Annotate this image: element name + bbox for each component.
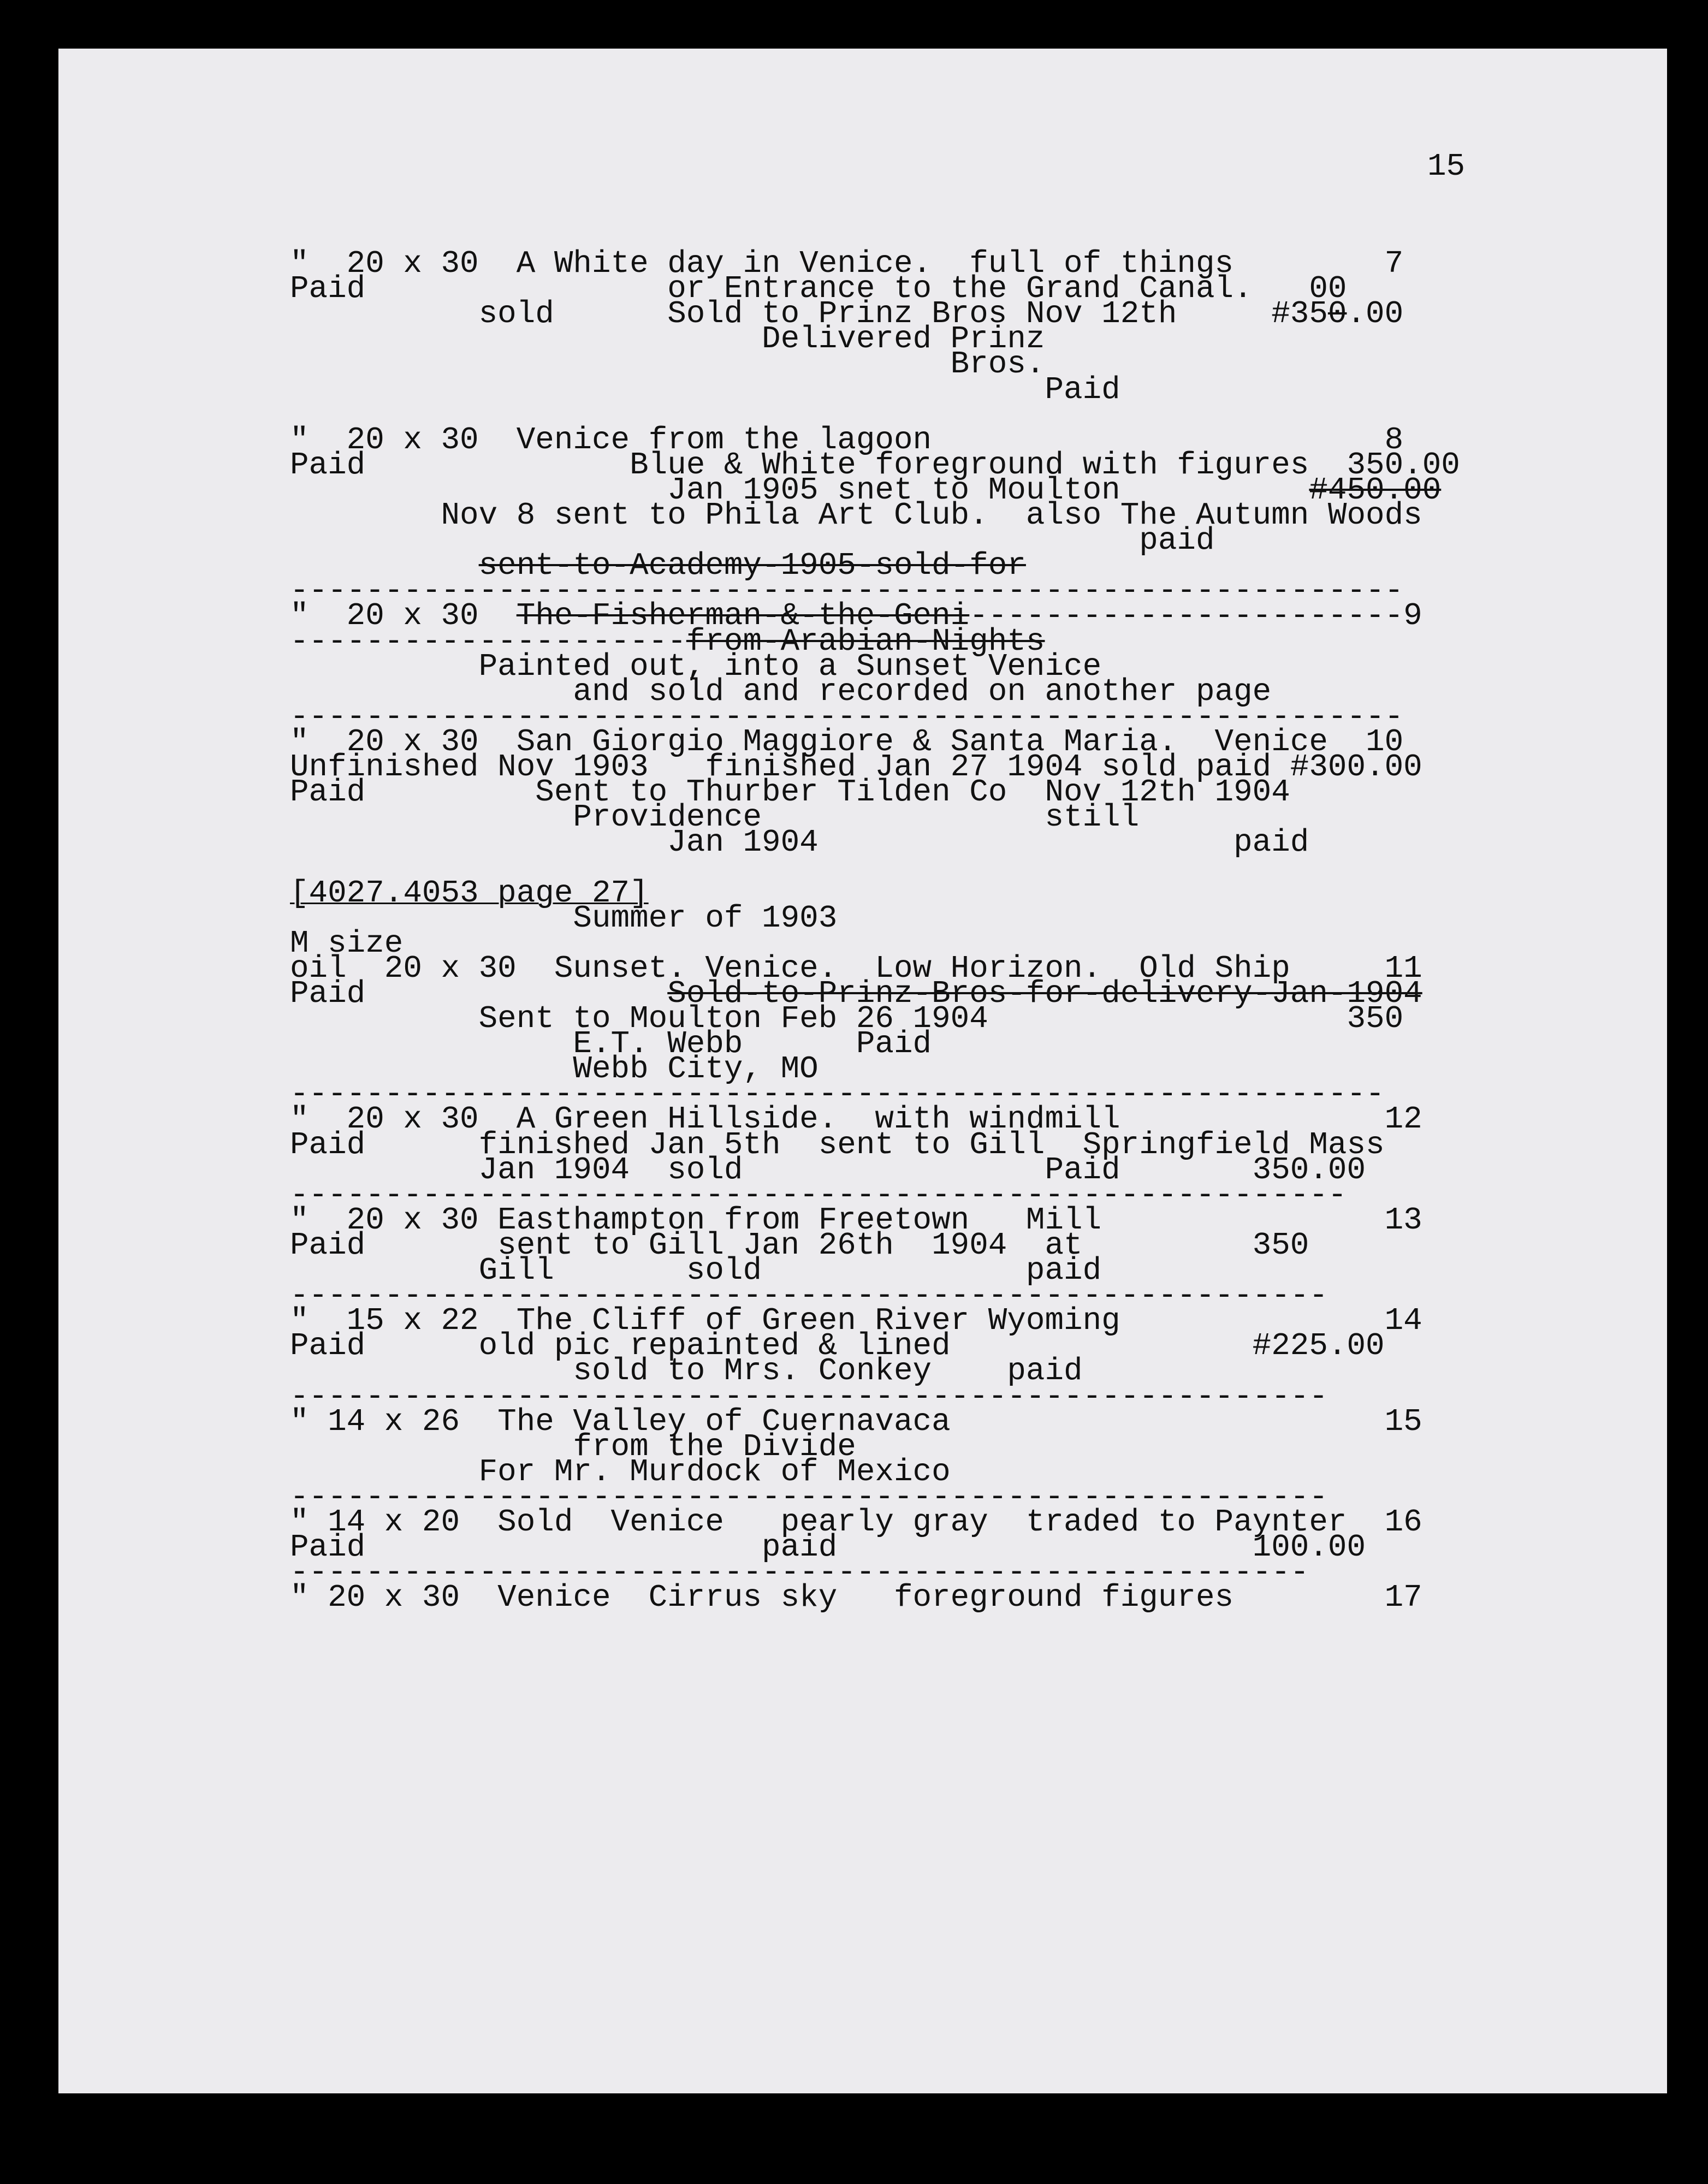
- line-text: -----------------------------------------------------------: [290, 573, 1404, 609]
- line-text: and sold and recorded on another page: [290, 674, 1272, 710]
- line-text: E.T. Webb Paid: [290, 1026, 932, 1063]
- line-text: Paid paid 100.00: [290, 1530, 1366, 1566]
- line-text: Delivered Prinz: [290, 322, 1045, 358]
- line-text: Bros.: [290, 347, 1045, 383]
- struck-text: 0: [1327, 296, 1347, 333]
- line-text: For Mr. Murdock of Mexico: [290, 1454, 951, 1490]
- line-text: sold Sold to Prinz Bros Nov 12th #35: [290, 296, 1328, 333]
- line-text: Paid or Entrance to the Grand Canal. 00: [290, 271, 1347, 307]
- line-text: " 20 x 30 Venice Cirrus sky foreground figures 17: [290, 1580, 1422, 1616]
- line-text: Paid sent to Gill Jan 26th 1904 at 350: [290, 1227, 1309, 1263]
- line-text: oil 20 x 30 Sunset. Venice. Low Horizon. Old Ship 11: [290, 951, 1422, 987]
- line-text: Providence still: [290, 800, 1140, 836]
- line-text: -----------------------9: [969, 598, 1422, 634]
- line-text: Paid Sent to Thurber Tilden Co Nov 12th 1904: [290, 775, 1290, 811]
- line-text: Jan 1905 snet to Moulton: [290, 472, 1309, 508]
- line-text: ----------------------------------------------------------: [290, 1077, 1385, 1113]
- line-text: " 15 x 22 The Cliff of Green River Wyoming 14: [290, 1303, 1422, 1339]
- line-text: Nov 8 sent to Phila Art Club. also The Autumn Woods: [290, 498, 1422, 533]
- line-text: Paid: [290, 976, 668, 1012]
- line-text: " 20 x 30: [290, 598, 517, 634]
- struck-text: from-Arabian-Nights: [686, 624, 1045, 660]
- struck-text: Sold-to-Prinz-Bros-for-delivery-Jan-1904: [667, 976, 1422, 1012]
- line-text: sold to Mrs. Conkey paid: [290, 1354, 1083, 1390]
- ledger-line: [290, 1582, 1422, 1614]
- line-text: Summer of 1903: [290, 900, 838, 936]
- line-text: " 14 x 20 Sold Venice pearly gray traded to Paynter 16: [290, 1505, 1422, 1540]
- underlined-text: [4027.4053 page 27]: [290, 875, 649, 911]
- line-text: Paid: [290, 372, 1120, 408]
- struck-text: #450.00: [1309, 472, 1442, 508]
- line-text: " 20 x 30 A Green Hillside. with windmill 12: [290, 1102, 1422, 1138]
- line-text: -------------------------------------------------------: [290, 1379, 1328, 1415]
- line-text: Jan 1904 sold Paid 350.00: [290, 1152, 1366, 1188]
- line-text: " 20 x 30 Easthampton from Freetown Mill 13: [290, 1202, 1422, 1238]
- line-text: ---------------------: [290, 624, 686, 660]
- line-text: " 20 x 30 Venice from the lagoon 8: [290, 422, 1404, 458]
- line-text: -------------------------------------------------------: [290, 1479, 1328, 1515]
- ledger-line: [290, 372, 1120, 408]
- page-number: 15: [1427, 149, 1466, 185]
- line-text: Painted out, into a Sunset Venice: [290, 649, 1102, 685]
- line-text: Jan 1904 paid: [290, 825, 1309, 861]
- struck-text: sent-to-Academy-1905-sold-for: [478, 548, 1026, 584]
- line-text: " 14 x 26 The Valley of Cuernavaca 15: [290, 1404, 1422, 1440]
- line-text: Paid finished Jan 5th sent to Gill Springfield Mass: [290, 1127, 1385, 1163]
- line-text: " 20 x 30 San Giorgio Maggiore & Santa Maria. Venice 10: [290, 724, 1404, 760]
- line-text: Sent to Moulton Feb 26 1904 350: [290, 1001, 1404, 1037]
- line-text: ------------------------------------------------------: [290, 1555, 1309, 1591]
- line-text: M size: [290, 925, 404, 962]
- line-text: " 20 x 30 A White day in Venice. full of things 7: [290, 246, 1404, 282]
- line-text: -------------------------------------------------------: [290, 1278, 1328, 1314]
- line-text: --------------------------------------------------------: [290, 1177, 1347, 1213]
- line-text: Paid Blue & White foreground with figures 350.00: [290, 447, 1460, 483]
- document-page: [58, 49, 1667, 2093]
- line-text: .00: [1347, 296, 1404, 333]
- line-text: paid: [290, 523, 1215, 559]
- line-text: Unfinished Nov 1903 finished Jan 27 1904 sold paid #300.00: [290, 750, 1422, 785]
- line-text: Webb City, MO: [290, 1052, 819, 1088]
- line-text: -----------------------------------------------------------: [290, 699, 1404, 735]
- struck-text: The-Fisherman-&-the-Geni: [516, 598, 970, 634]
- line-text: Gill sold paid: [290, 1253, 1102, 1289]
- line-text: from the Divide: [290, 1429, 856, 1465]
- ledger-line: [290, 827, 1309, 859]
- line-text: Paid old pic repainted & lined #225.00: [290, 1328, 1385, 1364]
